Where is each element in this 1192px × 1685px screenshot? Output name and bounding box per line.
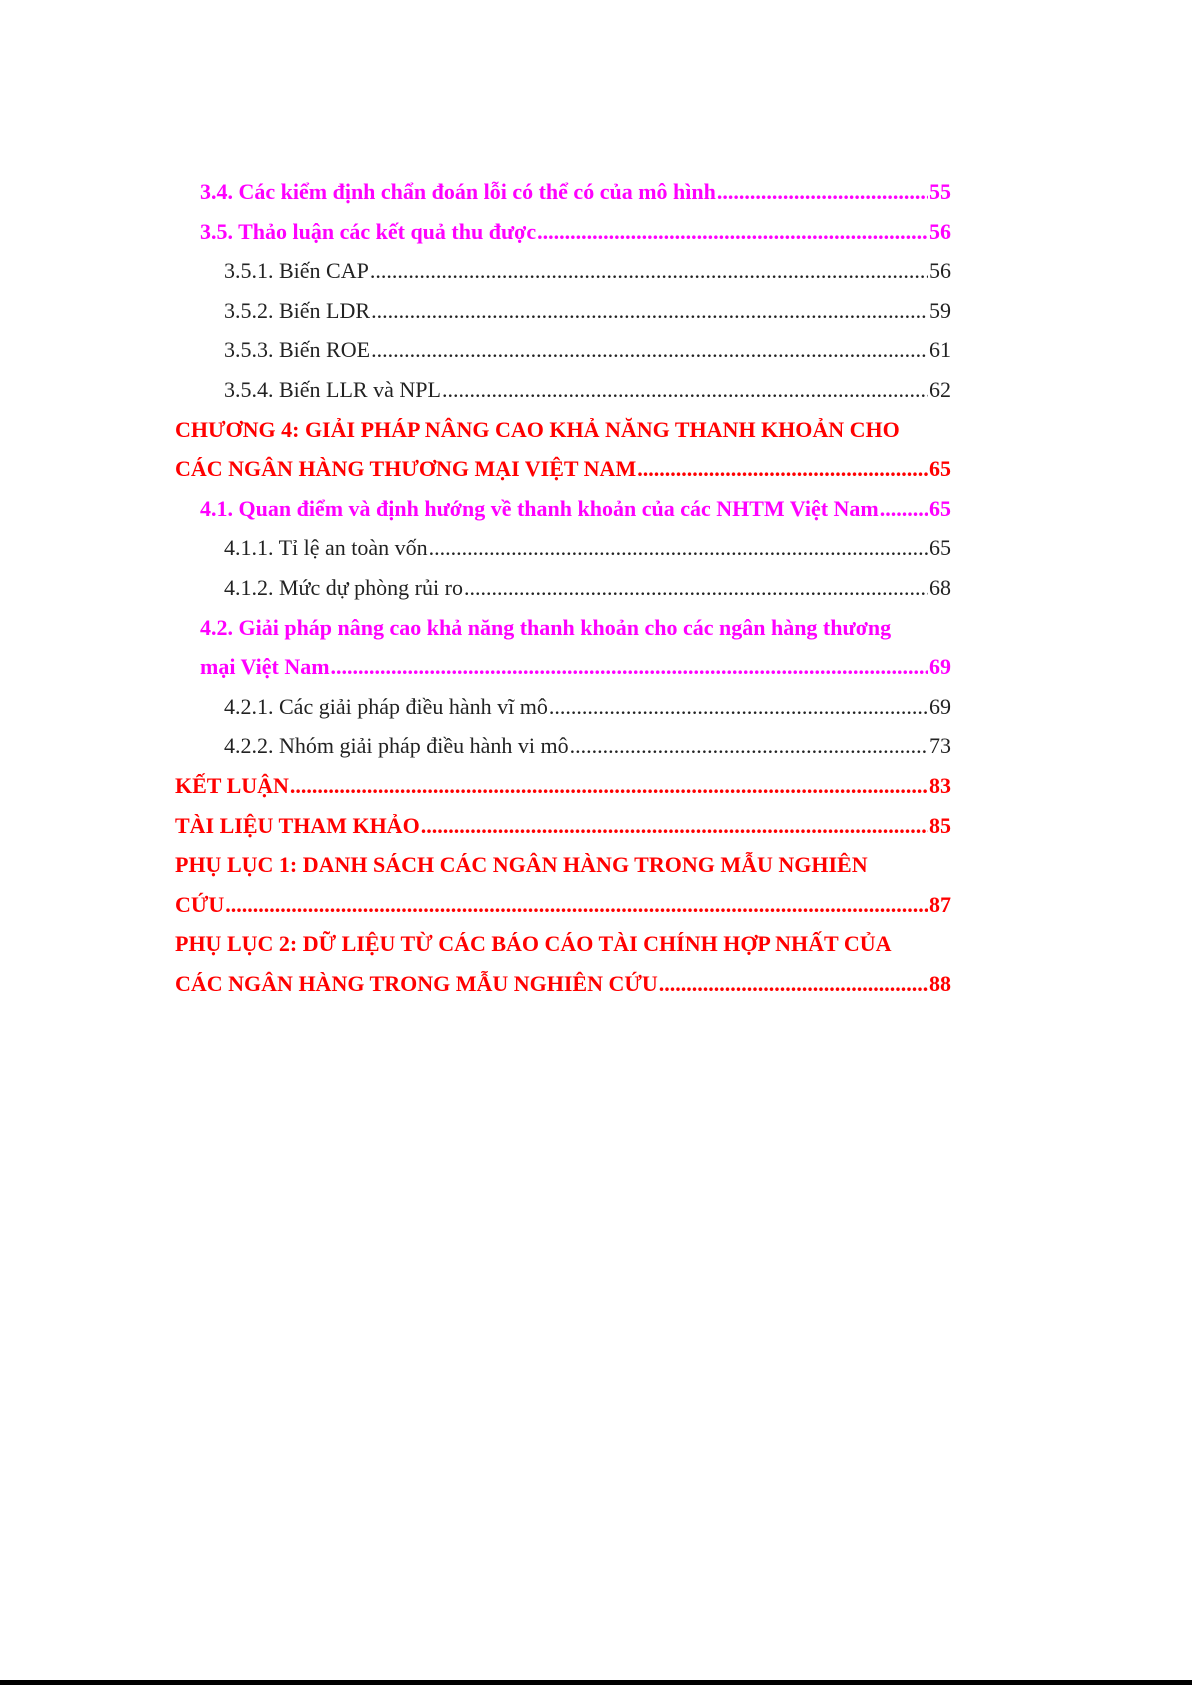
table-of-contents xyxy=(175,172,951,1003)
toc-entry-title: CÁC NGÂN HÀNG THƯƠNG MẠI VIỆT NAM xyxy=(175,456,637,482)
toc-entry[interactable] xyxy=(175,885,951,925)
toc-entry-title: 4.1. Quan điểm và định hướng về thanh khoản của các NHTM Việt Nam xyxy=(200,495,879,521)
toc-leader-dots xyxy=(537,212,928,252)
toc-entry-title: 3.5.2. Biến LDR xyxy=(224,297,371,323)
toc-entry-page: 56 xyxy=(929,258,951,284)
toc-leader-dots xyxy=(570,726,928,766)
page-bottom-border xyxy=(0,1680,1192,1685)
toc-entry[interactable] xyxy=(175,172,951,212)
toc-entry-page: 68 xyxy=(929,574,951,600)
toc-entry-page: 73 xyxy=(929,733,951,759)
toc-entry-page: 87 xyxy=(929,891,951,917)
toc-entry[interactable] xyxy=(175,766,951,806)
toc-leader-dots xyxy=(370,251,928,291)
toc-entry-title: PHỤ LỤC 2: DỮ LIỆU TỪ CÁC BÁO CÁO TÀI CHÍNH HỢP NHẤT CỦA xyxy=(175,931,892,957)
toc-entry-title: TÀI LIỆU THAM KHẢO xyxy=(175,812,420,838)
toc-leader-dots xyxy=(464,568,928,608)
toc-entry[interactable] xyxy=(175,489,951,529)
toc-leader-dots xyxy=(717,172,928,212)
toc-leader-dots xyxy=(659,964,928,1004)
toc-entry-page: 88 xyxy=(929,970,951,996)
toc-leader-dots xyxy=(371,291,928,331)
toc-entry-title: 3.5. Thảo luận các kết quả thu được xyxy=(200,218,537,244)
toc-entry[interactable] xyxy=(175,330,951,370)
toc-entry-title: CÁC NGÂN HÀNG TRONG MẪU NGHIÊN CỨU xyxy=(175,970,658,996)
toc-entry-page: 61 xyxy=(929,337,951,363)
toc-entry[interactable] xyxy=(175,924,951,964)
toc-entry[interactable] xyxy=(175,251,951,291)
toc-entry-page: 56 xyxy=(929,218,951,244)
toc-entry[interactable] xyxy=(175,608,951,648)
toc-leader-dots xyxy=(429,528,928,568)
toc-entry-title: 3.5.4. Biến LLR và NPL xyxy=(224,376,441,402)
toc-leader-dots xyxy=(637,449,928,489)
toc-entry-page: 55 xyxy=(929,179,951,204)
toc-entry-title: PHỤ LỤC 1: DANH SÁCH CÁC NGÂN HÀNG TRONG MẪU NGHIÊN xyxy=(175,852,868,878)
toc-entry[interactable] xyxy=(175,726,951,766)
toc-entry-page: 85 xyxy=(929,812,951,838)
toc-entry-title: CỨU xyxy=(175,891,225,917)
toc-entry[interactable] xyxy=(175,687,951,727)
toc-leader-dots xyxy=(421,806,928,846)
toc-entry[interactable] xyxy=(175,568,951,608)
toc-leader-dots xyxy=(880,489,928,529)
toc-entry[interactable] xyxy=(175,212,951,252)
toc-entry-title: KẾT LUẬN xyxy=(175,772,289,798)
toc-leader-dots xyxy=(290,766,928,806)
toc-entry-title: 4.2.1. Các giải pháp điều hành vĩ mô xyxy=(224,693,548,719)
toc-entry-title: 4.1.1. Tỉ lệ an toàn vốn xyxy=(224,535,428,561)
toc-entry-title: CHƯƠNG 4: GIẢI PHÁP NÂNG CAO KHẢ NĂNG THANH KHOẢN CHO xyxy=(175,416,900,442)
toc-leader-dots xyxy=(442,370,928,410)
toc-entry[interactable] xyxy=(175,370,951,410)
toc-entry-title: 3.4. Các kiểm định chẩn đoán lỗi có thể có của mô hình xyxy=(200,179,716,204)
toc-entry-title: 3.5.1. Biến CAP xyxy=(224,258,369,284)
toc-entry[interactable] xyxy=(175,291,951,331)
toc-leader-dots xyxy=(549,687,928,727)
toc-entry[interactable] xyxy=(175,410,951,450)
toc-entry[interactable] xyxy=(175,528,951,568)
toc-entry[interactable] xyxy=(175,647,951,687)
toc-entry[interactable] xyxy=(175,806,951,846)
toc-entry-title: 4.2.2. Nhóm giải pháp điều hành vi mô xyxy=(224,733,569,759)
toc-entry-page: 83 xyxy=(929,772,951,798)
toc-entry-page: 65 xyxy=(929,495,951,521)
toc-leader-dots xyxy=(331,647,928,687)
toc-leader-dots xyxy=(225,885,928,925)
toc-entry-page: 59 xyxy=(929,297,951,323)
toc-entry[interactable] xyxy=(175,964,951,1004)
toc-entry[interactable] xyxy=(175,845,951,885)
toc-entry[interactable] xyxy=(175,449,951,489)
toc-entry-title: 4.1.2. Mức dự phòng rủi ro xyxy=(224,574,463,600)
toc-entry-page: 65 xyxy=(929,456,951,482)
toc-entry-title: 4.2. Giải pháp nâng cao khả năng thanh khoản cho các ngân hàng thương xyxy=(200,614,892,640)
toc-entry-title: 3.5.3. Biến ROE xyxy=(224,337,371,363)
toc-entry-page: 69 xyxy=(929,654,951,680)
toc-entry-title: mại Việt Nam xyxy=(200,654,330,680)
toc-entry-page: 69 xyxy=(929,693,951,719)
toc-leader-dots xyxy=(371,330,928,370)
toc-entry-page: 65 xyxy=(929,535,951,561)
toc-entry-page: 62 xyxy=(929,376,951,402)
